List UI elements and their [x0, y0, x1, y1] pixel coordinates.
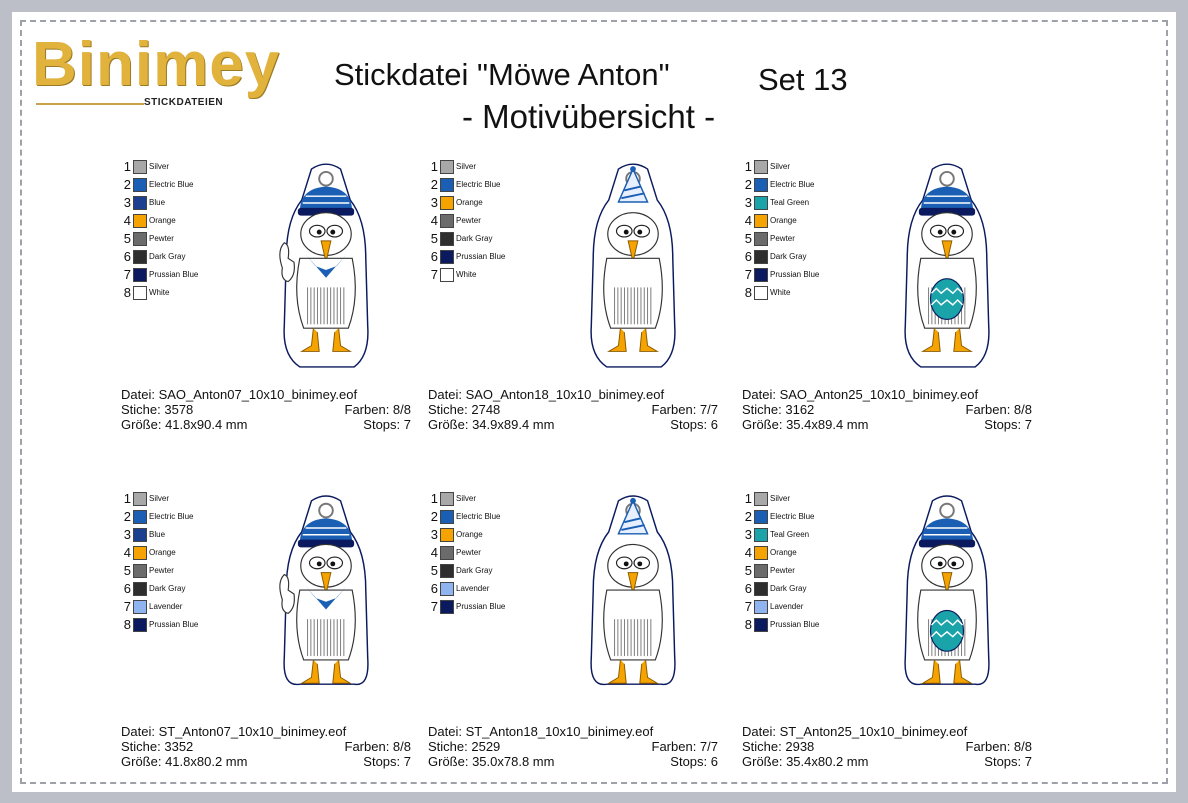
legend-number: 4: [123, 545, 131, 560]
seagull-motif-icon: [568, 158, 698, 378]
legend-number: 1: [430, 491, 438, 506]
color-swatch: [440, 214, 454, 228]
brand-name: Binimey: [32, 30, 281, 99]
legend-item: [428, 598, 538, 616]
info-left: Datei: ST_Anton18_10x10_binimey.eof: [428, 724, 654, 739]
legend-number: 2: [123, 177, 131, 192]
legend-color-name: Dark Gray: [770, 252, 807, 261]
legend-item: [428, 266, 538, 284]
motif-preview: [568, 158, 698, 378]
info-right: Farben: 7/7: [651, 402, 718, 417]
page-title: Stickdatei "Möwe Anton": [334, 57, 670, 92]
legend-number: 8: [744, 285, 752, 300]
info-left: Stiche: 3578: [121, 402, 194, 417]
info-row: [428, 402, 718, 417]
info-right: Stops: 7: [984, 417, 1032, 432]
file-info: [742, 387, 1032, 432]
color-swatch: [133, 160, 147, 174]
legend-color-name: Pewter: [770, 566, 795, 575]
legend-number: 2: [430, 509, 438, 524]
legend-number: 5: [744, 231, 752, 246]
legend-item: [121, 158, 231, 176]
legend-color-name: Orange: [456, 198, 483, 207]
legend-item: [428, 490, 538, 508]
motif-card: [121, 158, 416, 448]
legend-item: [742, 490, 852, 508]
legend-item: [428, 544, 538, 562]
legend-color-name: Dark Gray: [770, 584, 807, 593]
legend-color-name: Orange: [456, 530, 483, 539]
legend-color-name: Orange: [149, 216, 176, 225]
legend-number: 2: [430, 177, 438, 192]
legend-color-name: Lavender: [149, 602, 183, 611]
info-row: [121, 417, 411, 432]
legend-color-name: Blue: [149, 198, 166, 207]
color-swatch: [754, 286, 768, 300]
motif-card: [428, 158, 723, 448]
color-swatch: [754, 214, 768, 228]
info-row: [428, 754, 718, 769]
legend-color-name: White: [456, 270, 477, 279]
page-subtitle: - Motivübersicht -: [462, 98, 716, 135]
info-left: Größe: 41.8x90.4 mm: [121, 417, 248, 432]
info-left: Größe: 34.9x89.4 mm: [428, 417, 555, 432]
legend-color-name: Electric Blue: [456, 180, 501, 189]
color-swatch: [133, 268, 147, 282]
info-left: Datei: SAO_Anton25_10x10_binimey.eof: [742, 387, 979, 402]
legend-number: 2: [744, 509, 752, 524]
info-left: Datei: ST_Anton07_10x10_binimey.eof: [121, 724, 347, 739]
catalog-sheet: [12, 12, 1176, 792]
info-left: Größe: 41.8x80.2 mm: [121, 754, 248, 769]
color-swatch: [440, 582, 454, 596]
seagull-motif-icon: [261, 158, 391, 378]
legend-color-name: Dark Gray: [149, 584, 186, 593]
legend-number: 6: [744, 581, 752, 596]
motif-preview: [882, 158, 1012, 378]
set-label: Set 13: [758, 62, 848, 97]
color-swatch: [440, 160, 454, 174]
legend-color-name: Pewter: [770, 234, 795, 243]
color-swatch: [754, 160, 768, 174]
legend-item: [121, 616, 231, 634]
legend-color-name: Silver: [456, 162, 477, 171]
legend-number: 3: [430, 195, 438, 210]
legend-number: 7: [744, 599, 752, 614]
color-swatch: [440, 546, 454, 560]
legend-item: [428, 248, 538, 266]
color-swatch: [133, 546, 147, 560]
legend-item: [121, 562, 231, 580]
legend-number: 4: [430, 213, 438, 228]
color-swatch: [133, 510, 147, 524]
legend-item: [742, 230, 852, 248]
legend-color-name: Lavender: [456, 584, 490, 593]
legend-color-name: Dark Gray: [149, 252, 186, 261]
color-swatch: [133, 178, 147, 192]
legend-item: [742, 212, 852, 230]
file-info: [742, 724, 1032, 769]
info-row: [121, 754, 411, 769]
color-swatch: [754, 618, 768, 632]
legend-number: 8: [123, 617, 131, 632]
color-swatch: [440, 528, 454, 542]
color-swatch: [440, 564, 454, 578]
color-legend: [428, 158, 538, 284]
legend-color-name: Silver: [456, 494, 477, 503]
legend-color-name: Prussian Blue: [770, 270, 820, 279]
legend-color-name: Teal Green: [770, 198, 810, 207]
color-swatch: [133, 286, 147, 300]
legend-item: [428, 194, 538, 212]
motif-card: [121, 490, 416, 780]
color-swatch: [754, 564, 768, 578]
legend-color-name: Orange: [149, 548, 176, 557]
file-info: [428, 387, 718, 432]
legend-item: [742, 544, 852, 562]
legend-color-name: White: [149, 288, 170, 297]
info-row: [428, 417, 718, 432]
color-swatch: [754, 196, 768, 210]
info-row: [121, 402, 411, 417]
legend-number: 1: [744, 491, 752, 506]
legend-item: [428, 212, 538, 230]
legend-color-name: Blue: [149, 530, 166, 539]
legend-item: [428, 158, 538, 176]
legend-item: [742, 616, 852, 634]
info-row: [121, 739, 411, 754]
color-swatch: [133, 196, 147, 210]
legend-item: [121, 508, 231, 526]
color-swatch: [440, 268, 454, 282]
color-legend: [742, 158, 852, 302]
info-right: Stops: 6: [670, 417, 718, 432]
legend-color-name: Prussian Blue: [149, 270, 199, 279]
motif-preview: [261, 490, 391, 710]
info-left: Datei: ST_Anton25_10x10_binimey.eof: [742, 724, 968, 739]
legend-item: [742, 562, 852, 580]
legend-item: [121, 176, 231, 194]
legend-item: [121, 544, 231, 562]
info-row: [428, 724, 718, 739]
legend-color-name: Prussian Blue: [770, 620, 820, 629]
color-swatch: [440, 510, 454, 524]
legend-color-name: Prussian Blue: [456, 602, 506, 611]
legend-color-name: Orange: [770, 548, 797, 557]
legend-number: 5: [430, 563, 438, 578]
legend-item: [428, 230, 538, 248]
legend-item: [121, 284, 231, 302]
legend-item: [428, 562, 538, 580]
info-left: Datei: SAO_Anton18_10x10_binimey.eof: [428, 387, 665, 402]
legend-item: [121, 580, 231, 598]
legend-item: [742, 248, 852, 266]
color-swatch: [754, 582, 768, 596]
info-right: Stops: 7: [363, 754, 411, 769]
legend-number: 2: [123, 509, 131, 524]
color-swatch: [133, 564, 147, 578]
legend-item: [742, 598, 852, 616]
legend-item: [742, 194, 852, 212]
legend-number: 1: [123, 491, 131, 506]
legend-item: [742, 284, 852, 302]
legend-item: [428, 580, 538, 598]
legend-number: 8: [744, 617, 752, 632]
legend-item: [121, 266, 231, 284]
color-swatch: [440, 250, 454, 264]
color-swatch: [754, 232, 768, 246]
seagull-motif-icon: [568, 490, 698, 695]
motif-card: [742, 158, 1037, 448]
color-swatch: [133, 528, 147, 542]
legend-item: [121, 230, 231, 248]
color-legend: [121, 158, 231, 302]
legend-number: 3: [744, 527, 752, 542]
legend-item: [742, 266, 852, 284]
legend-color-name: Silver: [149, 494, 170, 503]
info-row: [742, 754, 1032, 769]
legend-number: 6: [123, 249, 131, 264]
legend-number: 1: [744, 159, 752, 174]
motif-preview: [882, 490, 1012, 710]
legend-number: 6: [430, 581, 438, 596]
legend-color-name: Electric Blue: [149, 512, 194, 521]
legend-color-name: Silver: [770, 494, 791, 503]
color-swatch: [440, 178, 454, 192]
motif-preview: [568, 490, 698, 710]
legend-item: [121, 490, 231, 508]
motif-preview: [261, 158, 391, 378]
legend-number: 4: [744, 213, 752, 228]
color-swatch: [754, 268, 768, 282]
color-swatch: [133, 214, 147, 228]
color-swatch: [440, 600, 454, 614]
motif-card: [742, 490, 1037, 780]
color-swatch: [133, 232, 147, 246]
info-right: Farben: 8/8: [965, 402, 1032, 417]
legend-number: 5: [744, 563, 752, 578]
seagull-motif-icon: [882, 490, 1012, 695]
color-swatch: [754, 510, 768, 524]
brand-logo: [32, 30, 282, 130]
legend-item: [121, 248, 231, 266]
legend-number: 3: [744, 195, 752, 210]
color-legend: [121, 490, 231, 634]
legend-item: [428, 176, 538, 194]
info-left: Stiche: 3162: [742, 402, 815, 417]
info-left: Größe: 35.4x80.2 mm: [742, 754, 869, 769]
info-row: [742, 387, 1032, 402]
info-left: Stiche: 2529: [428, 739, 501, 754]
legend-number: 3: [430, 527, 438, 542]
info-row: [742, 739, 1032, 754]
info-row: [428, 387, 718, 402]
legend-color-name: Pewter: [149, 234, 174, 243]
legend-number: 3: [123, 195, 131, 210]
legend-color-name: Dark Gray: [456, 566, 493, 575]
legend-number: 8: [123, 285, 131, 300]
motif-card: [428, 490, 723, 780]
color-legend: [428, 490, 538, 616]
legend-item: [742, 158, 852, 176]
legend-number: 5: [123, 563, 131, 578]
info-row: [742, 724, 1032, 739]
brand-tagline: STICKDATEIEN: [144, 97, 224, 108]
info-row: [121, 387, 411, 402]
legend-number: 6: [123, 581, 131, 596]
color-swatch: [440, 492, 454, 506]
legend-color-name: Silver: [149, 162, 170, 171]
legend-number: 7: [744, 267, 752, 282]
legend-color-name: Electric Blue: [770, 512, 815, 521]
color-swatch: [754, 250, 768, 264]
legend-number: 7: [430, 599, 438, 614]
seagull-motif-icon: [882, 158, 1012, 378]
color-swatch: [133, 582, 147, 596]
legend-color-name: Prussian Blue: [149, 620, 199, 629]
legend-number: 5: [123, 231, 131, 246]
needle-thread-icon: [36, 103, 144, 105]
info-left: Stiche: 2748: [428, 402, 501, 417]
legend-color-name: Orange: [770, 216, 797, 225]
color-swatch: [133, 492, 147, 506]
legend-item: [121, 212, 231, 230]
legend-item: [428, 526, 538, 544]
legend-color-name: Pewter: [149, 566, 174, 575]
info-left: Größe: 35.4x89.4 mm: [742, 417, 869, 432]
legend-color-name: Pewter: [456, 216, 481, 225]
color-swatch: [440, 232, 454, 246]
info-row: [742, 402, 1032, 417]
seagull-motif-icon: [261, 490, 391, 695]
color-swatch: [133, 250, 147, 264]
legend-color-name: Electric Blue: [149, 180, 194, 189]
info-right: Farben: 8/8: [344, 402, 411, 417]
legend-number: 1: [430, 159, 438, 174]
color-swatch: [133, 600, 147, 614]
legend-color-name: Prussian Blue: [456, 252, 506, 261]
legend-number: 1: [123, 159, 131, 174]
legend-color-name: Pewter: [456, 548, 481, 557]
legend-number: 4: [744, 545, 752, 560]
legend-item: [742, 176, 852, 194]
color-swatch: [754, 178, 768, 192]
info-right: Farben: 8/8: [344, 739, 411, 754]
info-left: Stiche: 2938: [742, 739, 815, 754]
info-row: [121, 724, 411, 739]
legend-number: 4: [123, 213, 131, 228]
legend-color-name: Lavender: [770, 602, 804, 611]
legend-number: 6: [430, 249, 438, 264]
legend-item: [121, 598, 231, 616]
color-swatch: [440, 196, 454, 210]
legend-number: 4: [430, 545, 438, 560]
color-swatch: [754, 600, 768, 614]
legend-item: [742, 580, 852, 598]
info-left: Größe: 35.0x78.8 mm: [428, 754, 555, 769]
file-info: [121, 387, 411, 432]
color-swatch: [754, 492, 768, 506]
legend-color-name: White: [770, 288, 791, 297]
color-legend: [742, 490, 852, 634]
legend-item: [121, 194, 231, 212]
file-info: [428, 724, 718, 769]
legend-item: [121, 526, 231, 544]
legend-color-name: Silver: [770, 162, 791, 171]
legend-number: 7: [123, 267, 131, 282]
legend-number: 2: [744, 177, 752, 192]
info-left: Datei: SAO_Anton07_10x10_binimey.eof: [121, 387, 358, 402]
legend-number: 6: [744, 249, 752, 264]
legend-color-name: Teal Green: [770, 530, 810, 539]
legend-item: [742, 508, 852, 526]
info-right: Stops: 7: [984, 754, 1032, 769]
legend-item: [428, 508, 538, 526]
color-swatch: [754, 528, 768, 542]
color-swatch: [133, 618, 147, 632]
info-right: Farben: 8/8: [965, 739, 1032, 754]
info-right: Stops: 7: [363, 417, 411, 432]
legend-number: 3: [123, 527, 131, 542]
legend-number: 5: [430, 231, 438, 246]
info-row: [742, 417, 1032, 432]
info-right: Farben: 7/7: [651, 739, 718, 754]
info-right: Stops: 6: [670, 754, 718, 769]
legend-number: 7: [430, 267, 438, 282]
legend-color-name: Electric Blue: [770, 180, 815, 189]
legend-color-name: Electric Blue: [456, 512, 501, 521]
legend-item: [742, 526, 852, 544]
info-row: [428, 739, 718, 754]
legend-number: 7: [123, 599, 131, 614]
color-swatch: [754, 546, 768, 560]
file-info: [121, 724, 411, 769]
info-left: Stiche: 3352: [121, 739, 194, 754]
legend-color-name: Dark Gray: [456, 234, 493, 243]
